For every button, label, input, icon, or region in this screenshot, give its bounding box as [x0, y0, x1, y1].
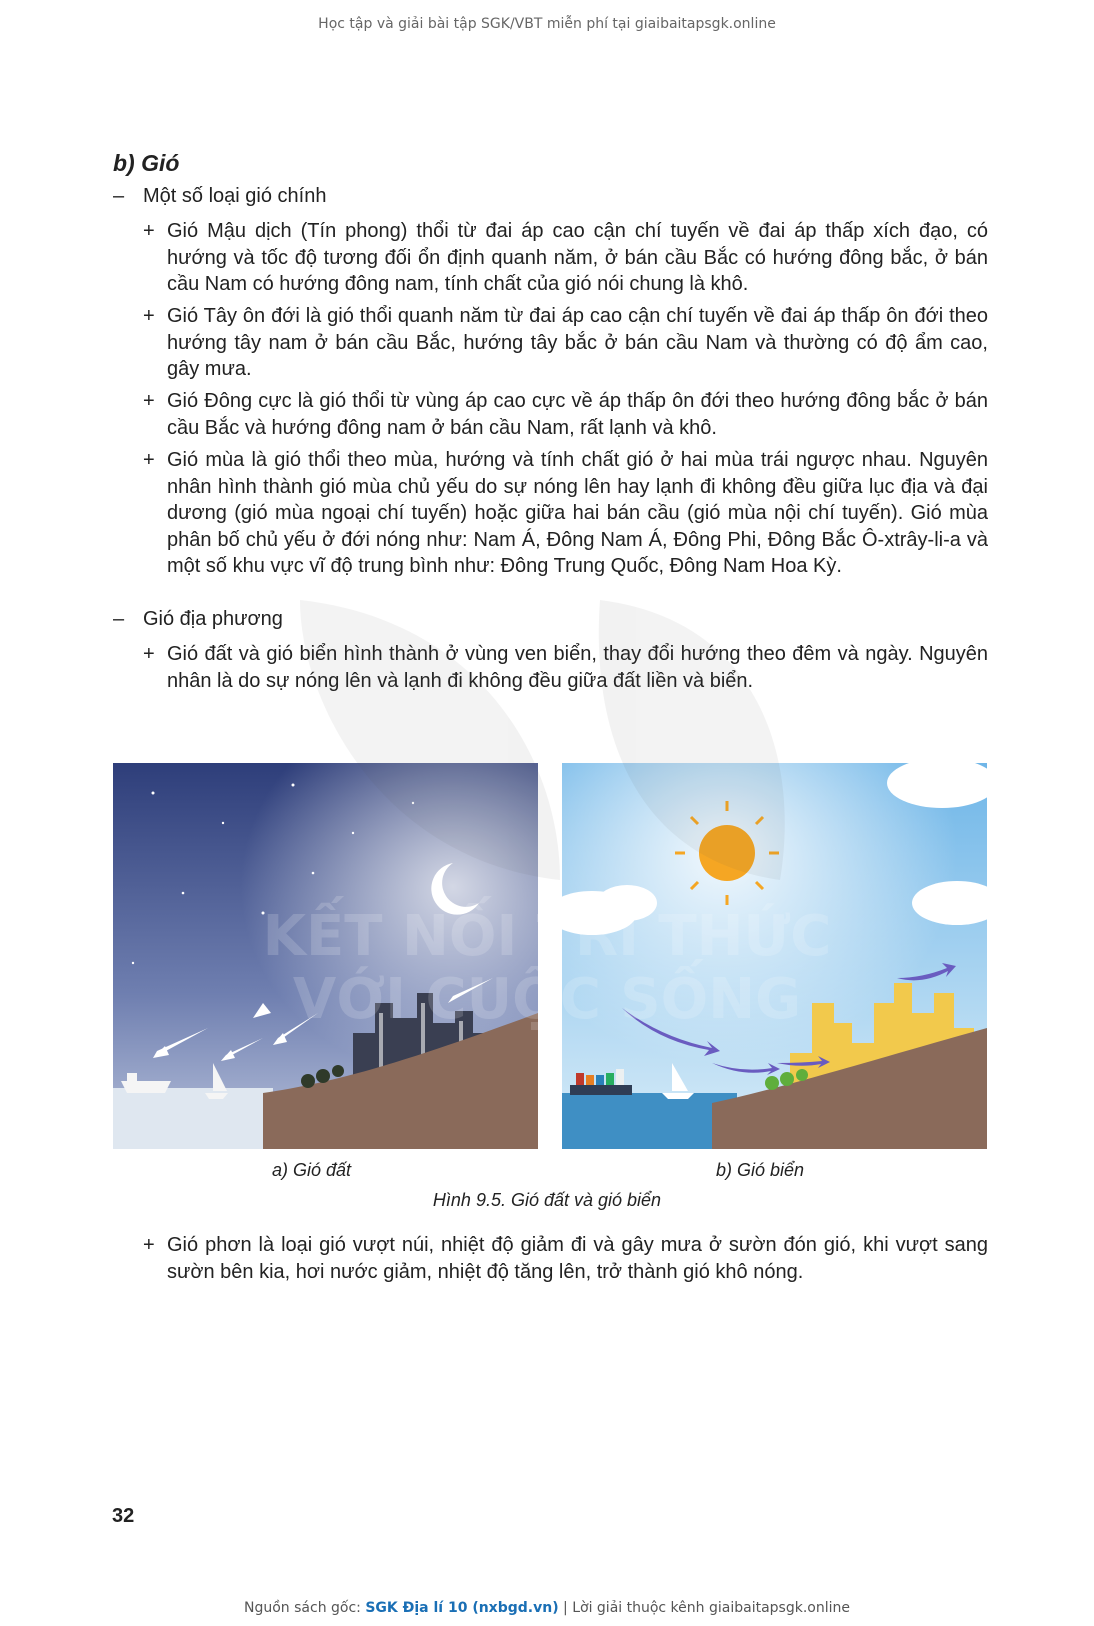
list-item-monsoon: [143, 447, 988, 580]
figure-caption: Hình 9.5. Gió đất và gió biển: [432, 1190, 662, 1210]
list-heading-label: Gió địa phương: [143, 608, 283, 630]
dash-mark: –: [113, 608, 125, 630]
list-item-text: Gió Đông cực là gió thổi từ vùng áp cao cực về áp thấp ôn đới theo hướng đông bắc ở bán cầu Bắc và hướng đông nam ở bán cầu Nam, rất lạnh và khô.: [167, 390, 988, 439]
list-item-trade-wind: [143, 218, 988, 298]
plus-mark: +: [143, 220, 155, 242]
sea: [562, 1093, 737, 1149]
caption-sea-breeze: b) Gió biển: [716, 1160, 805, 1180]
list-item-text: Gió phơn là loại gió vượt núi, nhiệt độ giảm đi và gây mưa ở sườn đón gió, khi vượt sang sườn bên kia, hơi nước giảm, nhiệt độ tăng lên, trở thành gió khô nóng.: [167, 1234, 988, 1283]
list-item-westerlies: [143, 303, 988, 383]
section-title: b) Gió: [113, 150, 180, 176]
footer-source-link[interactable]: SGK Địa lí 10 (nxbgd.vn): [365, 1600, 559, 1616]
plus-mark: +: [143, 643, 155, 665]
list-item-foehn-wind: [143, 1232, 988, 1285]
footer: [0, 1600, 1094, 1616]
list-item-land-sea-breeze: [143, 641, 988, 694]
plus-mark: +: [143, 390, 155, 412]
list-item-text: Gió Mậu dịch (Tín phong) thổi từ đai áp cao cận chí tuyến về đai áp thấp xích đạo, có hướng và tốc độ tương đối ổn định quanh năm, ở bán cầu Bắc có hướng đông bắc, ở bán cầu Nam có hướng đông nam, tính chất của gió nói chung là khô.: [167, 220, 988, 295]
top-banner: Học tập và giải bài tập SGK/VBT miễn phí tại giaibaitapsgk.online: [318, 16, 776, 32]
list-heading-local-winds: [113, 608, 283, 631]
figure-land-breeze: [113, 763, 538, 1149]
list-heading-label: Một số loại gió chính: [143, 185, 327, 207]
list-heading-main-winds: [113, 185, 326, 208]
sea: [113, 1088, 273, 1149]
sea-breeze-illustration: [562, 763, 987, 1149]
caption-land-breeze: a) Gió đất: [272, 1160, 352, 1180]
watermark-line-1: KẾT NỐI TRI THỨC: [262, 904, 832, 969]
plus-mark: +: [143, 449, 155, 471]
footer-suffix: | Lời giải thuộc kênh giaibaitapsgk.online: [558, 1600, 850, 1616]
figure-sea-breeze: [562, 763, 987, 1149]
dash-mark: –: [113, 185, 125, 207]
plus-mark: +: [143, 305, 155, 327]
land-breeze-illustration: [113, 763, 538, 1149]
page-number: 32: [112, 1505, 135, 1527]
list-item-polar-easterlies: [143, 388, 988, 441]
list-item-text: Gió Tây ôn đới là gió thổi quanh năm từ đai áp cao cận chí tuyến về đai áp thấp ôn đới theo hướng tây nam ở bán cầu Bắc, hướng tây bắc ở bán cầu Nam và thường có độ ẩm cao, gây mưa.: [167, 305, 988, 380]
footer-prefix: Nguồn sách gốc:: [244, 1600, 366, 1616]
plus-mark: +: [143, 1234, 155, 1256]
watermark-line-2: VỚI CUỘC SỐNG: [292, 967, 802, 1032]
list-item-text: Gió mùa là gió thổi theo mùa, hướng và tính chất gió ở hai mùa trái ngược nhau. Nguyên nhân hình thành gió mùa chủ yếu do sự nóng lên hay lạnh đi không đều giữa lục địa và đại dương (gió mùa ngoại chí tuyến) hoặc giữa hai bán cầu (gió mùa nội chí tuyến). Gió mùa phân bố chủ yếu ở đới nóng như: Nam Á, Đông Nam Á, Đông Phi, Đông Bắc Ô-xtrây-li-a và một số khu vực vĩ độ trung bình như: Đông Trung Quốc, Đông Nam Hoa Kỳ.: [167, 449, 988, 577]
list-item-text: Gió đất và gió biển hình thành ở vùng ven biển, thay đổi hướng theo đêm và ngày. Nguyên nhân là do sự nóng lên và lạnh đi không đều giữa đất liền và biển.: [167, 643, 988, 692]
